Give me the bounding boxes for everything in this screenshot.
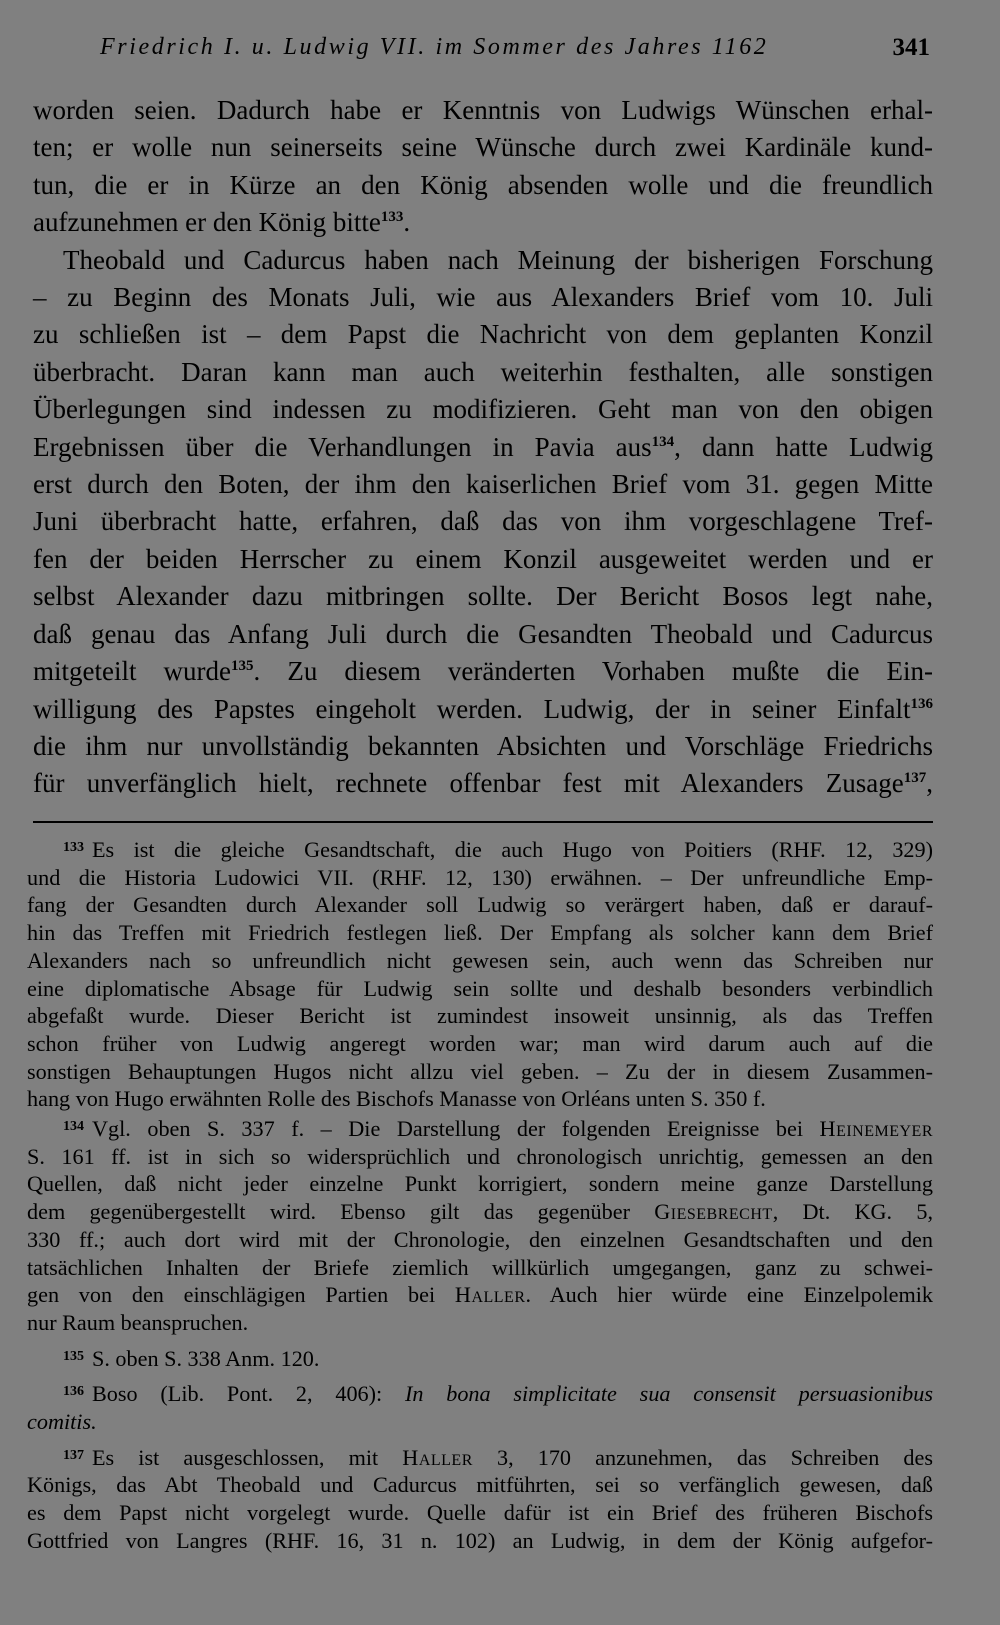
footnote-number: 136	[63, 1384, 84, 1400]
author-name: Haller	[402, 1444, 473, 1470]
footnote-ref-133: 133	[380, 209, 404, 226]
footnote-text: Es ist die gleiche Gesandtschaft, die auch Hugo von Poitiers (RHF. 12, 329)	[92, 837, 933, 862]
text-line: ten; er wolle nun seinerseits seine Wünsche durch zwei Kardinäle kund-	[33, 132, 933, 163]
footnote-number: 133	[63, 840, 84, 855]
footnote-ref-134: 134	[651, 433, 675, 450]
author-name: Haller	[454, 1282, 526, 1308]
text-fragment: aufzunehmen er den König bitte	[33, 207, 381, 238]
text-line: erst durch den Boten, der ihm den kaiserlichen Brief vom 31. gegen Mitte	[33, 469, 933, 500]
text-line: fen der beiden Herrscher zu einem Konzil ausgeweitet werden und er	[33, 543, 933, 574]
text-line	[33, 429, 933, 466]
text-line	[33, 653, 933, 690]
footnote-135-line	[27, 1343, 933, 1373]
footnote-134-line: 330 ff.; auch dort wird mit der Chronologie, den einzelnen Gesandtschaften und den	[27, 1226, 933, 1252]
text-line: die ihm nur unvollständig bekannten Absichten und Vorschläge Friedrichs	[33, 730, 933, 761]
text-line: zu schließen ist – dem Papst die Nachricht von dem geplanten Konzil	[33, 319, 933, 350]
footnote-137-line: Gottfried von Langres (RHF. 16, 31 n. 102) an Ludwig, in dem der König aufgefor-	[27, 1527, 933, 1553]
text-fragment: ,	[926, 768, 933, 799]
footnote-133-line: fang der Gesandten durch Alexander soll Ludwig so verärgert haben, daß er darauf-	[27, 892, 933, 918]
footnote-134-line: nur Raum beanspruchen.	[27, 1309, 249, 1335]
footnote-134-line: Quellen, daß nicht jeder einzelne Punkt korrigiert, sondern meine ganze Darstellung	[27, 1171, 933, 1197]
text-fragment: . Zu diesem veränderten Vorhaben mußte die Ein-	[253, 656, 933, 687]
text-line: worden seien. Dadurch habe er Kenntnis von Ludwigs Wünschen erhal-	[33, 95, 933, 125]
footnote-133-line: sonstigen Behauptungen Hugos nicht allzu viel geben. – Zu der in diesem Zusammen-	[27, 1058, 933, 1084]
text-line: Theobald und Cadurcus haben nach Meinung der bisherigen Forschung	[63, 244, 933, 275]
footnote-text: S. oben S. 338 Anm. 120.	[92, 1345, 320, 1371]
footnote-text: dem gegenübergestellt wird. Ebenso gilt das gegenüber	[27, 1199, 630, 1225]
text-line: – zu Beginn des Monats Juli, wie aus Alexanders Brief vom 10. Juli	[33, 282, 933, 313]
footnote-133-line: abgefaßt wurde. Dieser Bericht ist zumindest insoweit unsinnig, als das Treffen	[27, 1003, 933, 1029]
footnote-ref-135: 135	[231, 658, 254, 675]
latin-quote: In bona simplicitate sua consensit persuasionibus	[404, 1381, 933, 1407]
footnote-134-line	[27, 1198, 933, 1226]
footnote-text: Boso (Lib. Pont. 2, 406):	[92, 1381, 383, 1407]
author-name: Giesebrecht	[654, 1199, 773, 1225]
text-line: selbst Alexander dazu mitbringen sollte. Der Bericht Bosos legt nahe,	[33, 581, 933, 612]
running-title: Friedrich I. u. Ludwig VII. im Sommer des Jahres 1162	[100, 34, 769, 60]
footnote-ref-137: 137	[903, 770, 927, 787]
footnote-text: . Auch hier würde eine Einzelpolemik	[525, 1282, 934, 1308]
footnote-text: Vgl. oben S. 337 f. – Die Darstellung der folgenden Ereignisse bei	[92, 1116, 804, 1142]
main-text	[33, 92, 933, 803]
footnote-136-line	[27, 1378, 933, 1408]
author-name: Heinemeyer	[819, 1116, 933, 1142]
footnote-133-line: hin das Treffen mit Friedrich festlegen ließ. Der Empfang als solcher kann dem Brief	[27, 920, 933, 946]
text-fragment: .	[403, 207, 411, 238]
footnote-ref-136: 136	[910, 695, 933, 712]
footnote-number: 135	[63, 1348, 84, 1364]
footnote-133-line: und die Historia Ludowici VII. (RHF. 12, 130) erwähnen. – Der unfreundliche Emp-	[27, 864, 933, 890]
text-line	[33, 204, 933, 241]
text-line	[33, 691, 933, 728]
footnote-number: 134	[63, 1119, 84, 1135]
footnote-133-line: eine diplomatische Absage für Ludwig sein sollte und deshalb besonders verbindlich	[27, 975, 933, 1001]
text-fragment: für unverfänglich hielt, rechnete offenbar fest mit Alexanders Zusage	[33, 768, 904, 799]
footnote-text: gen von den einschlägigen Partien bei	[27, 1282, 436, 1308]
text-line: Überlegungen sind indessen zu modifizieren. Geht man von den obigen	[33, 394, 933, 425]
footnote-134-line	[27, 1281, 933, 1309]
footnote-text: , Dt. KG. 5,	[772, 1199, 934, 1225]
text-line: überbracht. Daran kann man auch weiterhin festhalten, alle sonstigen	[33, 356, 933, 387]
footnote-137-line: es dem Papst nicht vorgelegt wurde. Quelle dafür ist ein Brief des früheren Bischofs	[27, 1500, 933, 1526]
footnote-134-line: tatsächlichen Inhalten der Briefe ziemlich willkürlich umgegangen, ganz zu schwei-	[27, 1254, 933, 1280]
footnote-rule	[33, 821, 933, 823]
footnote-134-line: S. 161 ff. ist in sich so widersprüchlich und chronologisch unrichtig, gemessen an den	[27, 1143, 933, 1169]
text-fragment: mitgeteilt wurde	[33, 656, 232, 687]
text-fragment: , dann hatte Ludwig	[674, 431, 933, 462]
footnote-number: 137	[63, 1447, 84, 1463]
footnote-133-line: hang von Hugo erwähnten Rolle des Bischofs Manasse von Orléans unten S. 350 f.	[27, 1086, 766, 1112]
text-fragment: willigung des Papstes eingeholt werden. Ludwig, der in seiner Einfalt	[33, 693, 911, 724]
footnote-133-line: schon früher von Ludwig angeregt worden war; man wird darum auch auf die	[27, 1030, 933, 1056]
footnote-133-line	[27, 834, 933, 864]
footnote-137-line: Königs, das Abt Theobald und Cadurcus mitführten, sei so verfänglich gewesen, daß	[27, 1472, 933, 1498]
text-line: daß genau das Anfang Juli durch die Gesandten Theobald und Cadurcus	[33, 618, 933, 649]
footnotes	[27, 834, 933, 1555]
text-line: Juni überbracht hatte, erfahren, daß das von ihm vorgeschlagene Tref-	[33, 506, 933, 537]
footnote-text: Es ist ausgeschlossen, mit	[92, 1444, 379, 1470]
footnote-137-line	[27, 1442, 933, 1472]
footnote-text: 3, 170 anzunehmen, das Schreiben des	[496, 1444, 933, 1470]
text-fragment: Ergebnissen über die Verhandlungen in Pavia aus	[33, 431, 652, 462]
text-line: tun, die er in Kürze an den König absenden wolle und die freundlich	[33, 169, 933, 200]
text-line	[33, 765, 933, 802]
page-number: 341	[892, 34, 930, 61]
running-head	[100, 34, 930, 74]
footnote-133-line: Alexanders nach so unfreundlich nicht gewesen sein, auch wenn das Schreiben nur	[27, 947, 933, 973]
footnote-136-line: comitis.	[27, 1409, 97, 1435]
footnote-134-line	[27, 1113, 933, 1143]
